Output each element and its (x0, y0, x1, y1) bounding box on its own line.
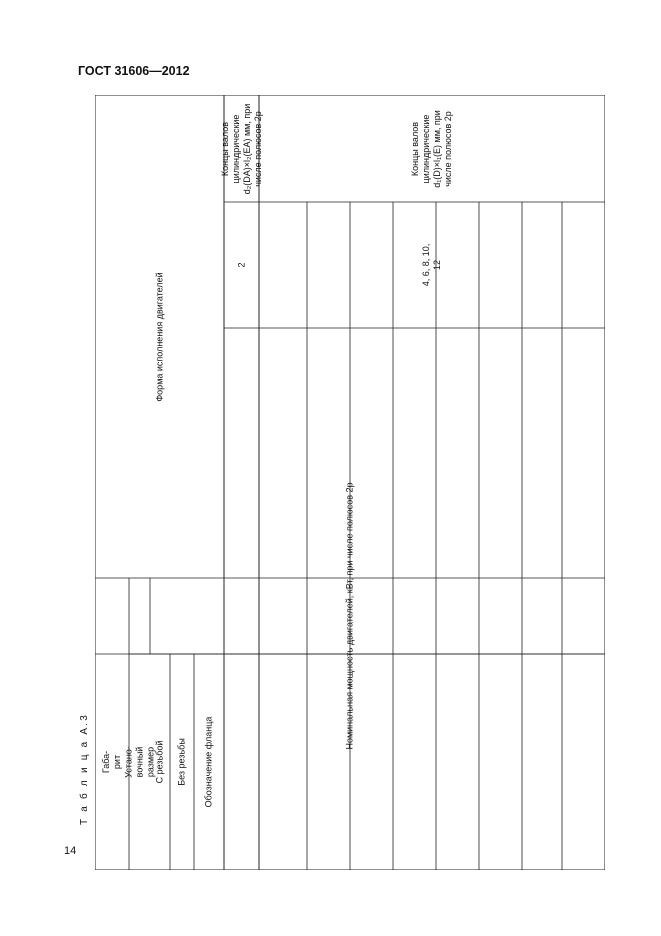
header-cyl2-text: Концы валов цилиндрические d₂(DA)×l₂(EA) мм, при числе полюсов 2p (219, 103, 263, 194)
header-thread-text: С резьбой (154, 740, 165, 784)
header-cyl2 (219, 95, 263, 202)
header-cyl1-p4 (259, 202, 605, 328)
document-header: ГОСТ 31606—2012 (78, 64, 190, 78)
header-ust-text: Устано- вочный размер (123, 746, 155, 778)
header-power-text: Номинальная мощность двигателей, кВт, при числе полюсов 2p (344, 482, 355, 750)
header-nothread (170, 654, 194, 870)
header-cyl2-p2 (224, 202, 259, 328)
table-caption-text: Т а б л и ц а А.3 (79, 713, 90, 825)
header-flange (194, 654, 224, 870)
data-table (95, 95, 605, 870)
header-cyl1 (259, 95, 605, 202)
header-nothread-text: Без резьбы (176, 738, 187, 786)
header-gabarit-text: Габа- рит (101, 750, 122, 774)
header-cyl2-p2-text: 2 (236, 262, 246, 268)
table-caption (79, 713, 90, 835)
header-flange-text: Обозначение фланца (203, 716, 214, 808)
header-form-text: Форма исполнения двигателей (154, 271, 164, 402)
header-cyl1-p4-text: 4, 6, 8, 10, 12 (421, 243, 442, 287)
header-cyl1-text: Концы валов цилиндрические d₁(D)×l₁(E) мм, при числе полюсов 2p (410, 109, 453, 188)
header-ust (123, 654, 155, 870)
header-power (95, 482, 605, 750)
header-thread (150, 654, 170, 870)
page-number: 14 (64, 845, 77, 857)
header-form (95, 95, 224, 578)
